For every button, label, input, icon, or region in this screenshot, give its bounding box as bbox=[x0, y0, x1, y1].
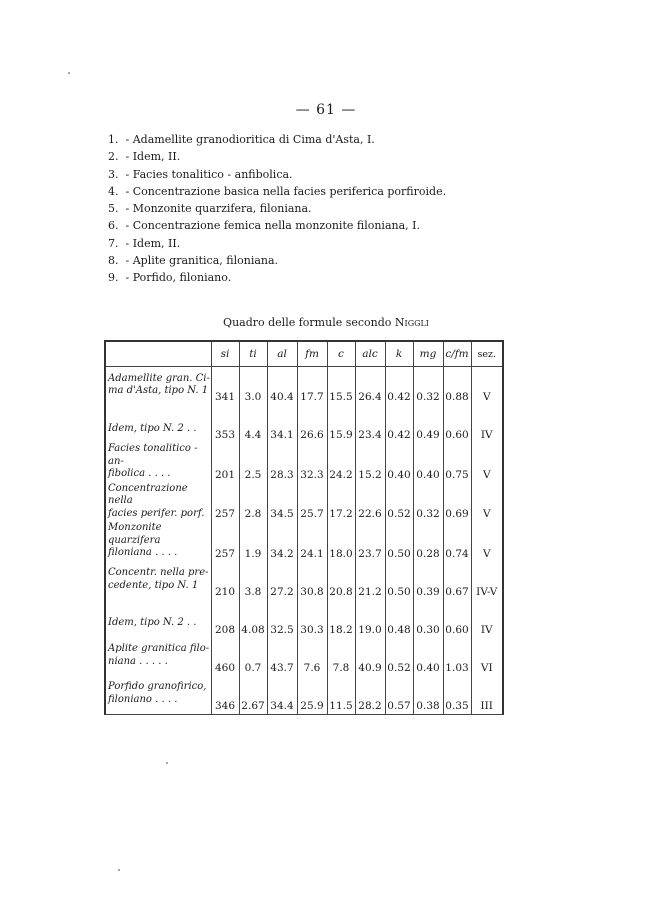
value-cell-cfm: 0.88 bbox=[443, 367, 471, 406]
table-row bbox=[105, 443, 503, 483]
legend-item-number: 3. bbox=[108, 167, 119, 181]
legend-item-text: - Porfido, filoniano. bbox=[125, 271, 232, 285]
value-cell-mg: 0.49 bbox=[413, 405, 443, 443]
value-cell-fm: 32.3 bbox=[297, 443, 327, 483]
legend-item bbox=[108, 131, 578, 148]
legend-item bbox=[108, 252, 578, 269]
sample-name-cell bbox=[105, 367, 211, 406]
column-header: c bbox=[327, 341, 355, 367]
value-cell-cfm: 0.74 bbox=[443, 522, 471, 562]
table-title-author: Niggli bbox=[394, 316, 429, 329]
value-cell-sez: V bbox=[471, 443, 503, 483]
legend-item-number: 2. bbox=[108, 150, 119, 164]
value-cell-fm: 30.8 bbox=[297, 562, 327, 600]
value-cell-c: 18.2 bbox=[327, 600, 355, 638]
value-cell-fm: 30.3 bbox=[297, 600, 327, 638]
value-cell-ti: 4.08 bbox=[239, 600, 267, 638]
value-cell-sez: V bbox=[471, 367, 503, 406]
legend-item-text: - Idem, II. bbox=[125, 150, 181, 164]
legend-item-number: 1. bbox=[108, 133, 119, 146]
value-cell-si: 341 bbox=[211, 367, 239, 406]
legend-item bbox=[108, 200, 578, 217]
sample-name-cell bbox=[105, 562, 211, 600]
legend-item-number: 5. bbox=[108, 202, 119, 216]
sample-name-line: ma d'Asta, tipo N. 1 bbox=[108, 385, 209, 396]
value-cell-ti: 2.5 bbox=[239, 443, 267, 483]
value-cell-cfm: 0.60 bbox=[443, 600, 471, 638]
table-row bbox=[105, 600, 503, 638]
value-cell-si: 210 bbox=[211, 562, 239, 600]
value-cell-cfm: 0.75 bbox=[443, 443, 471, 483]
value-cell-c: 7.8 bbox=[327, 638, 355, 676]
value-cell-sez: VI bbox=[471, 638, 503, 676]
value-cell-si: 460 bbox=[211, 638, 239, 676]
value-cell-k: 0.42 bbox=[385, 367, 413, 406]
value-cell-ti: 2.8 bbox=[239, 483, 267, 523]
sample-name-line: Facies tonalitico - an- bbox=[108, 443, 198, 467]
value-cell-c: 17.2 bbox=[327, 483, 355, 523]
value-cell-c: 15.5 bbox=[327, 367, 355, 406]
legend-item bbox=[108, 148, 578, 165]
value-cell-cfm: 0.60 bbox=[443, 405, 471, 443]
value-cell-cfm: 0.67 bbox=[443, 562, 471, 600]
value-cell-ti: 4.4 bbox=[239, 405, 267, 443]
legend-item bbox=[108, 235, 578, 252]
value-cell-c: 11.5 bbox=[327, 676, 355, 715]
value-cell-k: 0.52 bbox=[385, 483, 413, 523]
sample-name-line: niana . . . . . bbox=[108, 655, 168, 667]
sample-name-cell bbox=[105, 638, 211, 676]
value-cell-sez: III bbox=[471, 676, 503, 715]
value-cell-alc: 23.7 bbox=[355, 522, 385, 562]
sample-name-cell bbox=[105, 405, 211, 443]
sample-legend bbox=[108, 131, 578, 287]
legend-item-text: - Aplite granitica, filoniana. bbox=[125, 254, 279, 268]
table-row bbox=[105, 522, 503, 562]
sample-name-line: Idem, tipo N. 2 . . bbox=[108, 617, 197, 629]
value-cell-si: 353 bbox=[211, 405, 239, 443]
table-header-row bbox=[105, 341, 503, 367]
value-cell-cfm: 0.35 bbox=[443, 676, 471, 715]
value-cell-alc: 23.4 bbox=[355, 405, 385, 443]
scan-speck bbox=[118, 869, 120, 871]
legend-item-text: - Concentrazione basica nella facies periferica porfiroide. bbox=[125, 184, 447, 198]
table-row bbox=[105, 405, 503, 443]
value-cell-k: 0.40 bbox=[385, 443, 413, 483]
niggli-formula-table bbox=[104, 340, 504, 715]
value-cell-k: 0.57 bbox=[385, 676, 413, 715]
table-title bbox=[0, 316, 652, 329]
value-cell-k: 0.52 bbox=[385, 638, 413, 676]
table-body bbox=[105, 367, 503, 715]
value-cell-mg: 0.40 bbox=[413, 443, 443, 483]
column-header bbox=[105, 341, 211, 367]
value-cell-mg: 0.30 bbox=[413, 600, 443, 638]
column-header: sez. bbox=[471, 341, 503, 367]
value-cell-cfm: 1.03 bbox=[443, 638, 471, 676]
value-cell-si: 346 bbox=[211, 676, 239, 715]
value-cell-sez: IV bbox=[471, 600, 503, 638]
column-header: ti bbox=[239, 341, 267, 367]
scan-speck bbox=[68, 72, 70, 74]
value-cell-k: 0.48 bbox=[385, 600, 413, 638]
value-cell-si: 208 bbox=[211, 600, 239, 638]
legend-item-number: 4. bbox=[108, 184, 119, 198]
sample-name-line: Idem, tipo N. 2 . . bbox=[108, 422, 197, 434]
legend-item-text: - Facies tonalitico - anfibolica. bbox=[125, 167, 293, 181]
legend-item bbox=[108, 217, 578, 234]
value-cell-al: 34.5 bbox=[267, 483, 297, 523]
value-cell-mg: 0.32 bbox=[413, 367, 443, 406]
value-cell-k: 0.42 bbox=[385, 405, 413, 443]
sample-name-cell bbox=[105, 483, 211, 523]
value-cell-alc: 40.9 bbox=[355, 638, 385, 676]
value-cell-c: 15.9 bbox=[327, 405, 355, 443]
column-header: al bbox=[267, 341, 297, 367]
value-cell-fm: 7.6 bbox=[297, 638, 327, 676]
value-cell-fm: 25.7 bbox=[297, 483, 327, 523]
value-cell-fm: 26.6 bbox=[297, 405, 327, 443]
value-cell-al: 32.5 bbox=[267, 600, 297, 638]
value-cell-mg: 0.28 bbox=[413, 522, 443, 562]
column-header: c/fm bbox=[443, 341, 471, 367]
table-title-text: Quadro delle formule secondo bbox=[223, 316, 392, 329]
table-row bbox=[105, 676, 503, 715]
value-cell-ti: 3.0 bbox=[239, 367, 267, 406]
value-cell-alc: 28.2 bbox=[355, 676, 385, 715]
legend-item-text: - Monzonite quarzifera, filoniana. bbox=[125, 202, 312, 216]
sample-name-cell bbox=[105, 600, 211, 638]
value-cell-al: 43.7 bbox=[267, 638, 297, 676]
column-header: mg bbox=[413, 341, 443, 367]
value-cell-alc: 26.4 bbox=[355, 367, 385, 406]
value-cell-cfm: 0.69 bbox=[443, 483, 471, 523]
value-cell-c: 20.8 bbox=[327, 562, 355, 600]
value-cell-al: 34.1 bbox=[267, 405, 297, 443]
value-cell-ti: 0.7 bbox=[239, 638, 267, 676]
value-cell-k: 0.50 bbox=[385, 522, 413, 562]
value-cell-mg: 0.38 bbox=[413, 676, 443, 715]
value-cell-k: 0.50 bbox=[385, 562, 413, 600]
scan-speck bbox=[166, 762, 168, 764]
value-cell-sez: V bbox=[471, 522, 503, 562]
sample-name-line: filoniana . . . . bbox=[108, 547, 178, 558]
value-cell-mg: 0.40 bbox=[413, 638, 443, 676]
sample-name-line: facies perifer. porf. bbox=[108, 507, 205, 519]
legend-item-text: - Concentrazione femica nella monzonite filoniana, I. bbox=[125, 219, 420, 233]
value-cell-fm: 17.7 bbox=[297, 367, 327, 406]
legend-item bbox=[108, 166, 578, 183]
sample-name-cell bbox=[105, 676, 211, 715]
sample-name-line: Porfido granofirico, bbox=[108, 681, 207, 692]
value-cell-al: 28.3 bbox=[267, 443, 297, 483]
value-cell-al: 27.2 bbox=[267, 562, 297, 600]
value-cell-si: 257 bbox=[211, 522, 239, 562]
value-cell-alc: 22.6 bbox=[355, 483, 385, 523]
column-header: k bbox=[385, 341, 413, 367]
table-row bbox=[105, 483, 503, 523]
legend-item-text: - Idem, II. bbox=[125, 236, 181, 250]
value-cell-sez: IV bbox=[471, 405, 503, 443]
sample-name-line: cedente, tipo N. 1 bbox=[108, 579, 199, 591]
value-cell-fm: 25.9 bbox=[297, 676, 327, 715]
sample-name-cell bbox=[105, 443, 211, 483]
sample-name-line: Adamellite gran. Ci- bbox=[108, 372, 210, 384]
sample-name-line: filoniano . . . . bbox=[108, 693, 178, 705]
page-number: — 61 — bbox=[295, 102, 357, 118]
sample-name-line: Concentrazione nella bbox=[108, 482, 188, 506]
table-row bbox=[105, 562, 503, 600]
table-row bbox=[105, 638, 503, 676]
value-cell-c: 24.2 bbox=[327, 443, 355, 483]
value-cell-al: 34.4 bbox=[267, 676, 297, 715]
legend-item bbox=[108, 183, 578, 200]
value-cell-alc: 15.2 bbox=[355, 443, 385, 483]
value-cell-fm: 24.1 bbox=[297, 522, 327, 562]
value-cell-ti: 2.67 bbox=[239, 676, 267, 715]
sample-name-line: Monzonite quarzifera bbox=[108, 522, 162, 546]
sample-name-cell bbox=[105, 522, 211, 562]
value-cell-al: 34.2 bbox=[267, 522, 297, 562]
sample-name-line: Aplite granitica filo- bbox=[108, 643, 210, 654]
value-cell-alc: 21.2 bbox=[355, 562, 385, 600]
value-cell-al: 40.4 bbox=[267, 367, 297, 406]
column-header: fm bbox=[297, 341, 327, 367]
sample-name-line: Concentr. nella pre- bbox=[108, 567, 209, 578]
sample-name-line: fibolica . . . . bbox=[108, 468, 171, 479]
legend-item-number: 9. bbox=[108, 271, 119, 285]
value-cell-mg: 0.39 bbox=[413, 562, 443, 600]
value-cell-c: 18.0 bbox=[327, 522, 355, 562]
value-cell-ti: 1.9 bbox=[239, 522, 267, 562]
legend-item bbox=[108, 269, 578, 286]
legend-item-text: - Adamellite granodioritica di Cima d'Asta, I. bbox=[125, 133, 375, 146]
value-cell-ti: 3.8 bbox=[239, 562, 267, 600]
value-cell-si: 257 bbox=[211, 483, 239, 523]
value-cell-sez: V bbox=[471, 483, 503, 523]
column-header: si bbox=[211, 341, 239, 367]
value-cell-mg: 0.32 bbox=[413, 483, 443, 523]
column-header: alc bbox=[355, 341, 385, 367]
value-cell-si: 201 bbox=[211, 443, 239, 483]
value-cell-sez: IV-V bbox=[471, 562, 503, 600]
value-cell-alc: 19.0 bbox=[355, 600, 385, 638]
legend-item-number: 6. bbox=[108, 219, 119, 233]
table-row bbox=[105, 367, 503, 406]
legend-item-number: 8. bbox=[108, 254, 119, 268]
legend-item-number: 7. bbox=[108, 236, 119, 250]
